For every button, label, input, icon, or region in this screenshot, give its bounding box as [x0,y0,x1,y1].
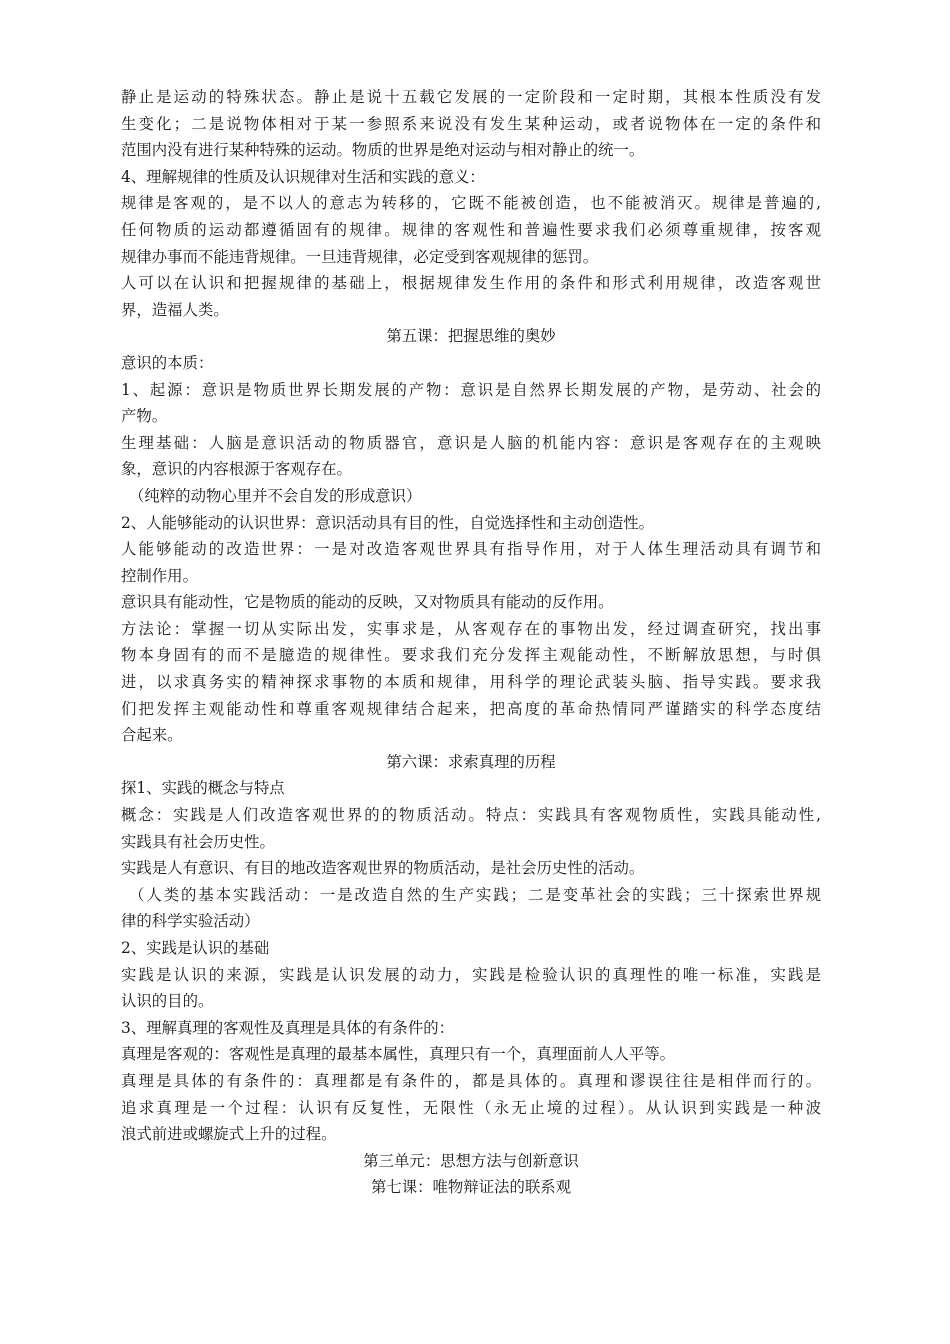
paragraph-line: 方法论：掌握一切从实际出发，实事求是，从客观存在的事物出发，经过调查研究，找出事 [121,619,821,638]
paragraph-line: 控制作用。 [121,566,198,585]
paragraph-line: 任何物质的运动都遵循固有的规律。规律的客观性和普遍性要求我们必须尊重规律，按客观 [121,220,821,239]
paragraph-line: 真理是客观的：客观性是真理的最基本属性，真理只有一个，真理面前人人平等。 [121,1045,676,1064]
unit-title: 第三单元：思想方法与创新意识 [363,1151,579,1170]
paragraph-line: 合起来。 [121,726,183,745]
lesson-title: 第六课：求索真理的历程 [386,752,556,771]
section-heading: 4、理解规律的性质及认识规律对生活和实践的意义： [121,167,485,186]
paragraph-line: 实践是认识的来源，实践是认识发展的动力，实践是检验认识的真理性的唯一标准，实践是 [121,965,821,984]
paragraph-line: 追求真理是一个过程：认识有反复性，无限性（永无止境的过程）。从认识到实践是一种波 [121,1098,821,1117]
paragraph-line: （纯粹的动物心里并不会自发的形成意识） [129,486,422,505]
paragraph-line: 界，造福人类。 [121,300,229,319]
paragraph-line: 生理基础：人脑是意识活动的物质器官，意识是人脑的机能内容：意识是客观存在的主观映 [121,433,821,452]
paragraph-line: 实践是人有意识、有目的地改造客观世界的物质活动，是社会历史性的活动。 [121,859,645,878]
paragraph-line: 象，意识的内容根源于客观存在。 [121,460,352,479]
section-heading: 3、理解真理的客观性及真理是具体的有条件的： [121,1018,454,1037]
paragraph-line: 范围内没有进行某种特殊的运动。物质的世界是绝对运动与相对静止的统一。 [121,141,645,160]
document-page [121,84,821,1201]
section-heading: 意识的本质： [121,353,214,372]
section-heading: 2、实践是认识的基础 [121,939,270,957]
paragraph-line: 人能够能动的改造世界：一是对改造客观世界具有指导作用，对于人体生理活动具有调节和 [121,540,821,559]
paragraph-line: 规律是客观的，是不以人的意志为转移的，它既不能被创造，也不能被消灭。规律是普遍的, [121,194,821,213]
paragraph-line: 概念：实践是人们改造客观世界的的物质活动。特点：实践具有客观物质性，实践具能动性, [121,806,821,825]
paragraph-line: 浪式前进或螺旋式上升的过程。 [121,1125,337,1144]
paragraph-line: 1、起源：意识是物质世界长期发展的产物：意识是自然界长期发展的产物，是劳动、社会的 [121,380,821,399]
paragraph-line: 物本身固有的而不是臆造的规律性。要求我们充分发挥主观能动性，不断解放思想，与时俱 [121,646,821,665]
lesson-title: 第七课：唯物辩证法的联系观 [370,1178,572,1197]
paragraph-line: 认识的目的。 [121,992,214,1011]
section-heading: 探1、实践的概念与特点 [121,779,285,798]
paragraph-line: 规律办事而不能违背规律。一旦违背规律，必定受到客观规律的惩罚。 [121,247,599,266]
paragraph-line: 意识具有能动性，它是物质的能动的反映，又对物质具有能动的反作用。 [121,593,614,612]
paragraph-line: 进，以求真务实的精神探求事物的本质和规律，用科学的理论武装头脑、指导实践。要求我 [121,673,821,692]
paragraph-line: 真理是具体的有条件的：真理都是有条件的，都是具体的。真理和谬误往往是相伴而行的。 [121,1071,821,1090]
paragraph-line: 人可以在认识和把握规律的基础上，根据规律发生作用的条件和形式利用规律，改造客观世 [121,274,821,293]
section-heading: 2、人能够能动的认识世界：意识活动具有目的性，自觉选择性和主动创造性。 [121,513,655,532]
paragraph-line: 律的科学实验活动） [121,912,260,931]
paragraph-line: 实践具有社会历史性。 [121,832,275,851]
paragraph-line: 静止是运动的特殊状态。静止是说十五载它发展的一定阶段和一定时期，其根本性质没有发 [121,88,821,106]
paragraph-line: 产物。 [121,407,168,426]
paragraph-line: （人类的基本实践活动：一是改造自然的生产实践；二是变革社会的实践；三十探索世界规 [129,885,821,904]
paragraph-line: 们把发挥主观能动性和尊重客观规律结合起来，把高度的革命热情同严谨踏实的科学态度结 [121,699,821,718]
paragraph-line: 生变化；二是说物体相对于某一参照系来说没有发生某种运动，或者说物体在一定的条件和 [121,114,821,133]
lesson-title: 第五课：把握思维的奥妙 [386,327,556,346]
